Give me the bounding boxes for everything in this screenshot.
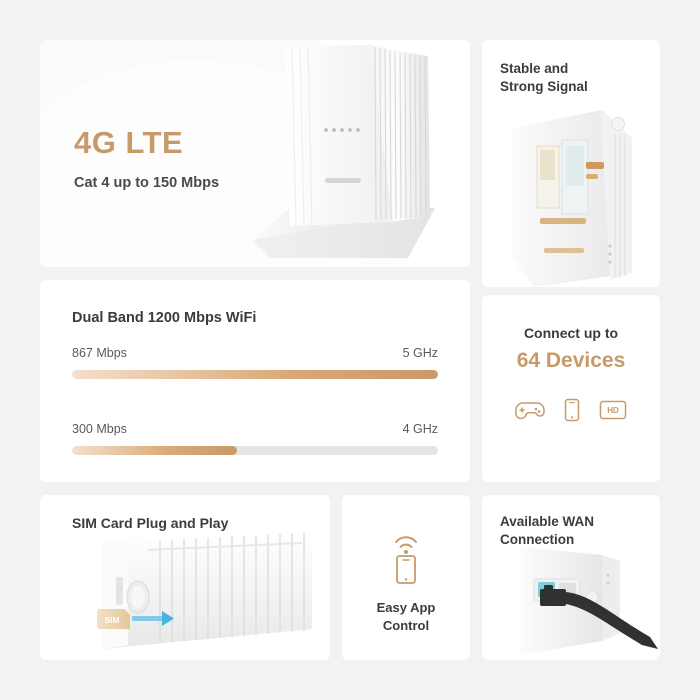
router-front-illustration [230,40,460,267]
band-bar-fill-5ghz [72,370,438,379]
devices-line2: 64 Devices [516,349,626,372]
router-wan-port-illustration [482,545,660,660]
sim-title: SIM Card Plug and Play [72,515,229,531]
band-label-5ghz: 5 GHz [402,346,438,360]
band-row-5ghz [72,346,438,360]
hero-text-block [74,125,219,191]
hd-tv-icon-label: HD [607,406,619,416]
card-stable-strong-signal [482,40,660,287]
card-available-wan-connection [482,495,660,660]
hero-title: 4G LTE [74,125,184,160]
app-label-line1: Easy App [376,600,436,615]
app-label [342,599,470,634]
wan-title-line2: Connection [500,532,575,548]
signal-title [500,60,588,96]
hero-subtitle: Cat 4 up to 150 Mbps [74,175,220,191]
band-speed-5ghz: 867 Mbps [72,346,127,360]
signal-title-line2: Strong Signal [500,79,588,95]
card-connect-devices [482,295,660,482]
band-bar-track-4ghz [72,446,438,455]
sim-card-graphic [97,609,130,629]
devices-icon-row [482,398,660,422]
band-bar-track-5ghz [72,370,438,379]
app-label-line2: Control [382,617,430,633]
router-antenna-illustration [482,98,660,287]
wan-title [500,513,594,549]
band-label-4ghz: 4 GHz [402,422,438,436]
band-title: Dual Band 1200 Mbps WiFi [72,310,257,326]
app-icon-wrap [342,527,470,585]
card-sim-plug-and-play [40,495,330,660]
smartphone-icon [563,398,581,422]
band-row-4ghz [72,422,438,436]
sim-card-label: SIM [104,615,120,625]
wan-title-line1: Available WAN [500,514,595,529]
devices-line1: Connect up to [523,325,619,341]
band-speed-4ghz: 300 Mbps [72,422,127,436]
gamepad-icon [515,398,545,422]
signal-title-line1: Stable and [500,61,569,76]
hd-tv-icon [599,398,627,422]
card-easy-app-control [342,495,470,660]
phone-wifi-icon [383,527,429,585]
band-bar-fill-4ghz [72,446,237,455]
card-hero-4g-lte [40,40,470,267]
feature-card-grid [40,40,660,660]
router-sim-slot-illustration [40,525,330,660]
card-dual-band-wifi [40,280,470,482]
